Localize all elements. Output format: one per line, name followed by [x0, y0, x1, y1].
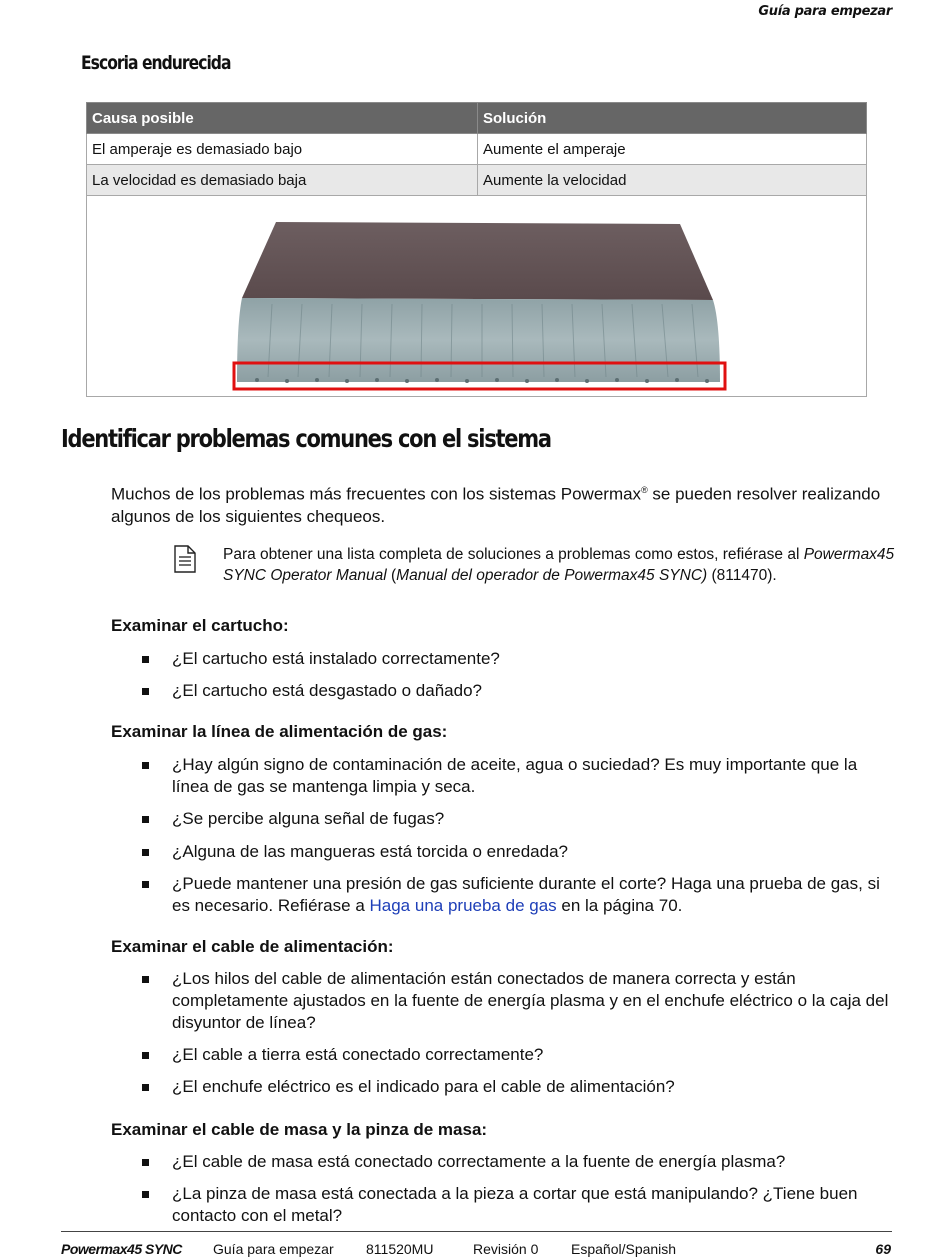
gas-test-link[interactable]: Haga una prueba de gas	[369, 896, 557, 915]
list-item	[172, 873, 892, 917]
bullet-square-icon	[142, 1191, 149, 1198]
table-row	[87, 165, 867, 196]
solution-cell: Aumente la velocidad	[478, 165, 867, 196]
bullet-square-icon	[142, 1084, 149, 1091]
bullet-square-icon	[142, 849, 149, 856]
registered-mark: ®	[641, 485, 648, 495]
footer-divider	[61, 1231, 892, 1232]
footer-guide: Guía para empezar	[213, 1241, 334, 1257]
list-item	[172, 1183, 892, 1227]
intro-text-continued: se pueden resolver realizando algunos de los siguientes chequeos.	[111, 484, 881, 526]
list-item-text: ¿Alguna de las mangueras está torcida o enredada?	[172, 842, 568, 861]
page-footer	[0, 1241, 950, 1257]
footer-revision: Revisión 0	[473, 1241, 539, 1257]
note-text-part: (811470).	[707, 567, 777, 584]
intro-text: Muchos de los problemas más frecuentes con los sistemas Powermax	[111, 484, 642, 504]
troubleshooting-table	[86, 102, 867, 397]
footer-language: Español/Spanish	[571, 1241, 677, 1257]
list-item	[172, 808, 892, 830]
work-lead-checklist	[172, 1151, 892, 1227]
image-row	[87, 196, 867, 397]
list-item	[172, 841, 892, 863]
list-item	[172, 680, 892, 702]
list-item-text: ¿El cable a tierra está conectado correctamente?	[172, 1045, 544, 1064]
footer-product: Powermax45 SYNC	[61, 1241, 182, 1257]
table-header-row	[87, 103, 867, 134]
list-item-text: ¿Los hilos del cable de alimentación están conectados de manera correcta y están completamente ajustados en la fuente de energía plasma y en el enchufe eléctrico o la caja del disyuntor de línea?	[172, 969, 889, 1032]
header-cause: Causa posible	[87, 103, 478, 134]
bullet-square-icon	[142, 688, 149, 695]
manual-title-en: Powermax45 SYNC Operator Manual	[223, 546, 895, 584]
cartridge-checklist	[172, 648, 892, 702]
bullet-square-icon	[142, 976, 149, 983]
document-note-icon	[174, 545, 196, 573]
power-cord-checklist	[172, 968, 892, 1098]
list-item	[172, 1076, 892, 1098]
note-text-part: (	[386, 567, 397, 584]
list-item-text: ¿Se percibe alguna señal de fugas?	[172, 809, 445, 828]
cause-cell: El amperaje es demasiado bajo	[87, 134, 478, 165]
table-row	[87, 134, 867, 165]
list-item-text: ¿Hay algún signo de contaminación de aceite, agua o suciedad? Es muy importante que la línea de gas se mantenga limpia y seca.	[172, 755, 858, 796]
list-item	[172, 1151, 892, 1173]
bullet-square-icon	[142, 1052, 149, 1059]
list-item-text: ¿El cartucho está desgastado o dañado?	[172, 681, 482, 700]
note-text-part: Para obtener una lista completa de soluciones a problemas como estos, refiérase al	[223, 546, 804, 563]
footer-part-number: 811520MU	[366, 1241, 434, 1257]
solution-cell: Aumente el amperaje	[478, 134, 867, 165]
footer-page-number: 69	[875, 1241, 891, 1257]
subheading-cartridge: Examinar el cartucho:	[111, 616, 289, 635]
note-text	[223, 544, 903, 586]
intro-paragraph	[111, 479, 891, 528]
list-item	[172, 754, 892, 798]
cut-plate-image	[232, 222, 732, 392]
list-item-text: ¿El cable de masa está conectado correctamente a la fuente de energía plasma?	[172, 1152, 786, 1171]
subheading-gas-line: Examinar la línea de alimentación de gas:	[111, 722, 448, 741]
bullet-square-icon	[142, 656, 149, 663]
bullet-square-icon	[142, 816, 149, 823]
bullet-square-icon	[142, 1159, 149, 1166]
bullet-square-icon	[142, 881, 149, 888]
header-solution: Solución	[478, 103, 867, 134]
subheading-work-lead: Examinar el cable de masa y la pinza de masa:	[111, 1120, 488, 1139]
cause-cell: La velocidad es demasiado baja	[87, 165, 478, 196]
list-item	[172, 1044, 892, 1066]
section-title-slag: Escoria endurecida	[81, 52, 231, 74]
gas-checklist	[172, 754, 892, 917]
bullet-square-icon	[142, 762, 149, 769]
image-cell	[87, 196, 867, 397]
list-item-text: ¿El cartucho está instalado correctamente?	[172, 649, 500, 668]
page-section-title: Identificar problemas comunes con el sistema	[61, 424, 551, 453]
list-item-text: ¿Puede mantener una presión de gas suficiente durante el corte? Haga una prueba de gas, si es necesario. Refiérase a	[172, 874, 880, 915]
manual-title-es: Manual del operador de Powermax45 SYNC)	[396, 567, 708, 584]
list-item-text: ¿La pinza de masa está conectada a la pieza a cortar que está manipulando? ¿Tiene buen contacto con el metal?	[172, 1184, 858, 1225]
list-item-text: ¿El enchufe eléctrico es el indicado para el cable de alimentación?	[172, 1077, 675, 1096]
list-item	[172, 648, 892, 670]
list-item	[172, 968, 892, 1034]
running-header: Guía para empezar	[758, 4, 892, 19]
list-item-text: en la página 70.	[556, 896, 683, 915]
subheading-power-cord: Examinar el cable de alimentación:	[111, 937, 394, 956]
